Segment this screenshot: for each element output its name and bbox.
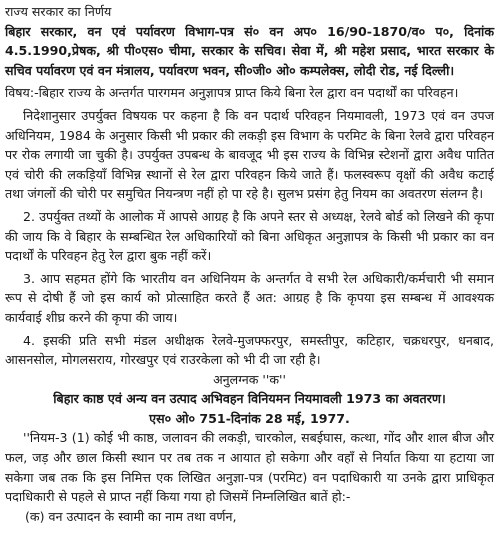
rule-3-text: ''नियम-3 (1) कोई भी काष्ठ, जलावन की लकड़ी, चारकोल, सबईघास, कत्था, गोंद और शाल बीज और फल, जड़ और छाल किसी स्थान पर तब तक न आयात हो सकेगा और वहाँ से निर्यात किया या हटाया जा सकेगा जब तक कि इस निमित्त एक लिखित अनुज्ञा-पत्र (परमिट) वन पदाधिकारी या उनके द्वारा प्राधिकृत पदाधिकारी से पहले से प्राप्त नहीं किया गया हो जिसमें निम्नलिखित बातें हो:- <box>5 430 494 505</box>
paragraph-4: 4. इसकी प्रति सभी मंडल अधीक्षक रेलवे-मुजफ्फरपुर, समस्तीपुर, कटिहार, चक्रधरपुर, धनबाद, आसनसोल, मोगलसराय, गोरखपुर एवं राउरकेला को भी दी जा रही है। <box>5 332 494 368</box>
annexure-reference: एस० ओ० 751-दिनांक 28 मई, 1977. <box>149 410 350 426</box>
rule-item-a: (क) वन उत्पादन के स्वामी का नाम तथा वर्णन, <box>25 508 237 524</box>
paragraph-3: 3. आप सहमत होंगे कि भारतीय वन अधिनियम के अन्तर्गत वे सभी रेल अधिकारी/कर्मचारी भी समान रूप से दोषी हैं जो इस कार्य को प्रोत्साहित करते हैं अत: आग्रह है कि कृपया इस सम्बन्ध में आवश्यक कार्यवाई शीघ्र करने की कृपा की जाय। <box>5 270 494 325</box>
letter-subject: विषय:-बिहार राज्य के अन्तर्गत पारगमन अनुज्ञापत्र प्राप्त किये बिना रेल द्वारा वन पदार्थों का परिवहन। <box>5 85 459 101</box>
annexure-title: बिहार काष्ठ एवं अन्य वन उत्पाद अभिवहन विनियमन नियमावली 1973 का अवतरण। <box>53 391 446 407</box>
annexure-label: अनुलग्नक ''क'' <box>213 371 286 387</box>
paragraph-1: निदेशानुसार उपर्युक्त विषयक पर कहना है कि वन पदार्थ परिवहन नियमावली, 1973 एवं वन उपज अधिनियम, 1984 के अनुसार किसी भी प्रकार की लकड़ी इस विभाग के परमिट के बिना रेलवे द्वारा परिवहन पर रोक लगायी जा चुकी है। उपर्युक्त उपबन्ध के बावजूद भी इस राज्य के विभिन्न स्टेशनों द्वारा अवैध पातित एवं चोरी की लकड़ियाँ विभिन्न स्थानों से रेल द्वारा परिवहन किये जाते हैं। फलस्वरूप वृक्षों की अवैध कटाई तथा जंगलों की चोरी पर समुचित नियन्त्रण नहीं हो पा रहे है। सुलभ प्रसंग हेतु नियम का अवतरण संलग्न है। <box>5 107 494 202</box>
decision-title: राज्य सरकार का निर्णय <box>5 4 112 19</box>
letter-header: बिहार सरकार, वन एवं पर्यावरण विभाग-पत्र सं० वन अप० 16/90-1870/व० प०, दिनांक 4.5.1990,प्रेषक, श्री पी०एस० चीमा, सरकार के सचिव। सेवा में, श्री महेश प्रसाद, भारत सरकार के सचिव पर्यावरण एवं वन मंत्रालय, पर्यावरण भवन, सी०जी० ओ० कम्पलेक्स, लोदी रोड, नई दिल्ली। <box>5 23 494 78</box>
paragraph-2: 2. उपर्युक्त तथ्यों के आलोक में आपसे आग्रह है कि अपने स्तर से अध्यक्ष, रेलवे बोर्ड को लिखने की कृपा की जाय कि वे बिहार के सम्बन्धित रेल अधिकारियों को बिना अधिकृत अनुज्ञापत्र के किसी भी प्रकार का वन पदार्थों के परिवहन हेतु रेल द्वारा बुक नहीं करें। <box>5 208 494 264</box>
